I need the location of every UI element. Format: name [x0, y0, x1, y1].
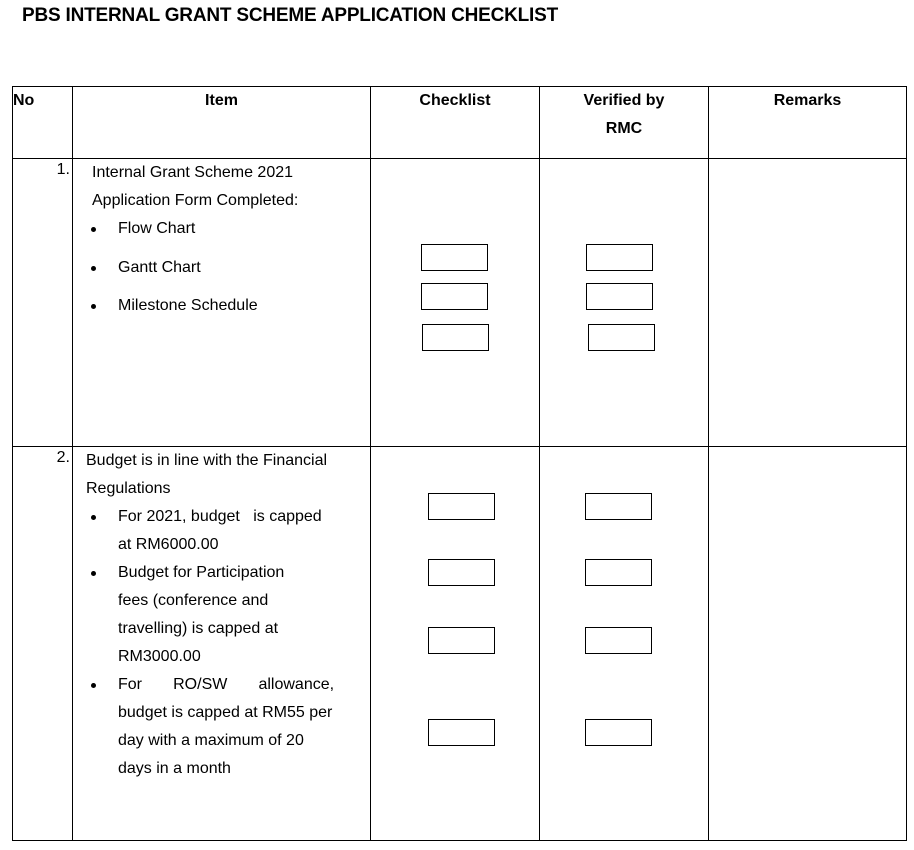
- list-item: [86, 671, 362, 783]
- header-verified-line1: Verified by: [583, 92, 665, 109]
- checkbox[interactable]: [428, 627, 495, 654]
- table-row: [13, 447, 907, 841]
- list-item-line: For RO/SW allowance,: [118, 676, 335, 693]
- checkbox[interactable]: [428, 493, 495, 520]
- row-number-cell: [13, 159, 73, 447]
- checkbox[interactable]: [585, 627, 652, 654]
- verified-cell: [540, 159, 709, 447]
- checklist-table: [12, 86, 907, 841]
- item-intro-line: Application Form Completed:: [92, 192, 299, 209]
- list-item: Milestone Schedule: [86, 292, 356, 320]
- checkbox[interactable]: [585, 493, 652, 520]
- item-bullet-list: [86, 215, 356, 320]
- row-number-cell: [13, 447, 73, 841]
- item-intro-line: Regulations: [86, 480, 171, 497]
- row-number: 2.: [56, 449, 70, 466]
- list-item-line: at RM6000.00: [118, 536, 219, 553]
- item-bullet-list: [86, 503, 362, 783]
- list-item: [86, 559, 362, 671]
- item-cell: [73, 159, 371, 447]
- item-cell: [73, 447, 371, 841]
- header-verified-by-rmc: [540, 87, 709, 159]
- checkbox[interactable]: [428, 719, 495, 746]
- checkbox[interactable]: [586, 283, 653, 310]
- row-number: 1.: [56, 161, 70, 178]
- header-row: [13, 87, 907, 159]
- list-item-line: day with a maximum of 20: [118, 732, 304, 749]
- page-title: PBS INTERNAL GRANT SCHEME APPLICATION CHECKLIST: [22, 5, 558, 26]
- remarks-cell: [709, 447, 907, 841]
- checkbox[interactable]: [428, 559, 495, 586]
- verified-cell: [540, 447, 709, 841]
- list-item-line: fees (conference and: [118, 592, 269, 609]
- checkbox[interactable]: [588, 324, 655, 351]
- header-checklist: Checklist: [371, 87, 540, 159]
- checkbox[interactable]: [422, 324, 489, 351]
- list-item: [86, 503, 362, 559]
- checkbox[interactable]: [586, 244, 653, 271]
- checklist-cell: [371, 447, 540, 841]
- item-intro-line: Budget is in line with the Financial: [86, 452, 328, 469]
- list-item-line: For 2021, budget is capped: [118, 508, 322, 525]
- header-remarks: Remarks: [709, 87, 907, 159]
- list-item: Flow Chart: [86, 215, 356, 243]
- list-item: Gantt Chart: [86, 254, 356, 282]
- list-item-line: Budget for Participation: [118, 564, 285, 581]
- checklist-cell: [371, 159, 540, 447]
- checkbox[interactable]: [585, 719, 652, 746]
- list-item-line: days in a month: [118, 760, 231, 777]
- header-verified-line2: RMC: [605, 120, 643, 137]
- checkbox[interactable]: [585, 559, 652, 586]
- list-item-line: travelling) is capped at: [118, 620, 279, 637]
- checkbox[interactable]: [421, 283, 488, 310]
- header-item: Item: [73, 87, 371, 159]
- header-no: No: [13, 87, 73, 159]
- list-item-line: RM3000.00: [118, 648, 201, 665]
- item-intro-line: Internal Grant Scheme 2021: [92, 164, 294, 181]
- remarks-cell: [709, 159, 907, 447]
- checkbox[interactable]: [421, 244, 488, 271]
- list-item-line: budget is capped at RM55 per: [118, 704, 333, 721]
- table-row: [13, 159, 907, 447]
